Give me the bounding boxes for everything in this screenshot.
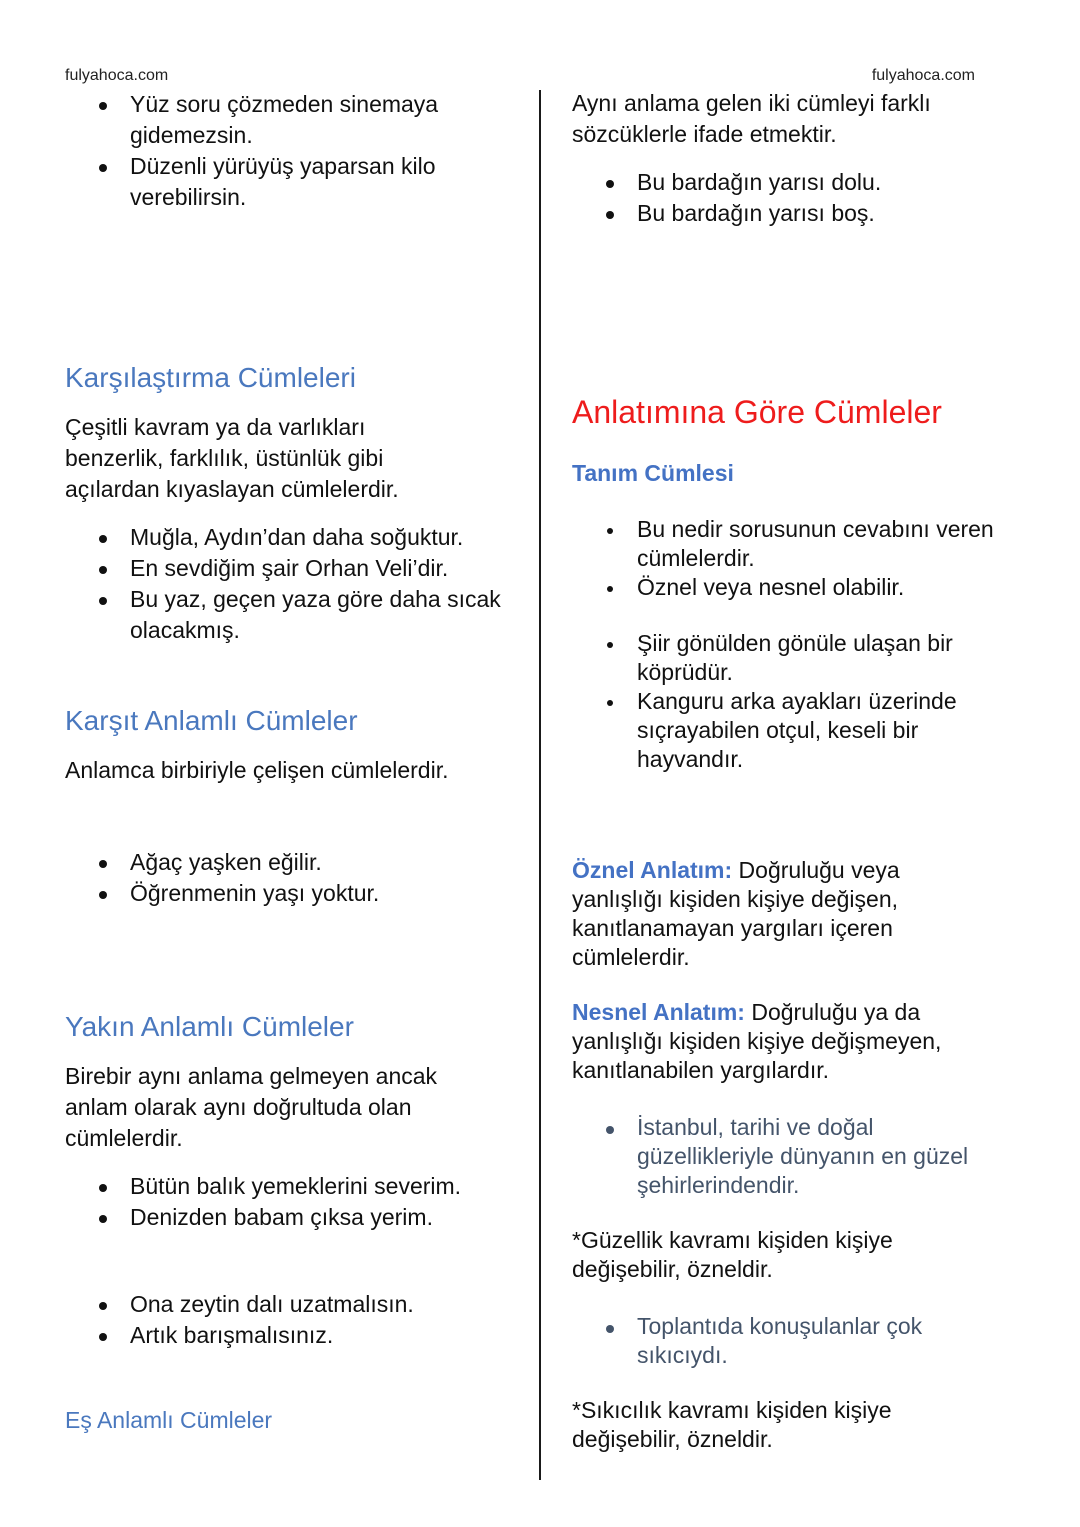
bullet-icon: [99, 860, 107, 868]
list-item: Bu nedir sorusunun cevabını veren cümlelerdir.: [572, 515, 1012, 573]
bullet-icon: [99, 164, 107, 172]
bullet-icon: [99, 566, 107, 574]
bullet-icon: [607, 586, 613, 592]
subtitle-tanim: Tanım Cümlesi: [572, 460, 734, 486]
list-item: Öznel veya nesnel olabilir.: [572, 573, 1012, 602]
bullet-icon: [99, 1184, 107, 1192]
list-item: Şiir gönülden gönüle ulaşan bir köprüdür.: [572, 629, 1012, 687]
column-divider: [539, 90, 541, 1480]
list-item: İstanbul, tarihi ve doğal güzellikleriyle dünyanın en güzel şehirlerindendir.: [572, 1113, 1012, 1200]
list-item: Bu bardağın yarısı dolu.: [572, 167, 1032, 198]
list-item: Bu bardağın yarısı boş.: [572, 198, 1032, 229]
yakin-bullet-list-1: [65, 1171, 525, 1233]
main-title-anlatim: Anlatımına Göre Cümleler: [572, 394, 942, 430]
list-item: Denizden babam çıksa yerim.: [65, 1202, 525, 1233]
karsilastirma-bullet-list: [65, 522, 525, 646]
example-list-2: [572, 1312, 1012, 1370]
top-bullet-list: [65, 89, 515, 213]
karsit-bullet-list: [65, 847, 525, 909]
bullet-icon: [607, 700, 613, 706]
note-1: *Güzellik kavramı kişiden kişiye değişebilir, özneldir.: [572, 1227, 893, 1282]
nesnel-anlatim-definition: Nesnel Anlatım: Doğruluğu ya da yanlışlığı kişiden kişiye değişmeyen, kanıtlanabilen yargılardır.: [572, 999, 942, 1083]
bullet-icon: [99, 102, 107, 110]
list-item: En sevdiğim şair Orhan Veli’dir.: [65, 553, 525, 584]
section-title-yakin: Yakın Anlamlı Cümleler: [65, 1011, 354, 1042]
es-anlamli-bullet-list: [572, 167, 1032, 229]
oznel-label: Öznel Anlatım:: [572, 857, 733, 883]
example-list-1: [572, 1113, 1012, 1200]
bullet-icon: [99, 597, 107, 605]
list-item: Artık barışmalısınız.: [65, 1320, 525, 1351]
es-anlamli-description: Aynı anlama gelen iki cümleyi farklı sözcüklerle ifade etmektir.: [572, 90, 931, 147]
list-item: Yüz soru çözmeden sinemaya gidemezsin.: [65, 89, 515, 151]
karsilastirma-description: Çeşitli kavram ya da varlıkları benzerlik, farklılık, üstünlük gibi açılardan kıyaslayan cümlelerdir.: [65, 414, 399, 502]
section-title-karsilastirma: Karşılaştırma Cümleleri: [65, 362, 356, 393]
yakin-bullet-list-2: [65, 1289, 525, 1351]
nesnel-label: Nesnel Anlatım:: [572, 999, 745, 1025]
site-url-right: fulyahoca.com: [871, 67, 975, 84]
oznel-anlatim-definition: Öznel Anlatım: Doğruluğu veya yanlışlığı kişiden kişiye değişen, kanıtlanamayan yargıları içeren cümlelerdir.: [572, 857, 900, 970]
bullet-icon: [99, 535, 107, 543]
bullet-icon: [606, 1325, 614, 1333]
bullet-icon: [99, 1302, 107, 1310]
tanim-bullet-list-1: [572, 515, 1012, 602]
section-title-es-anlamli: Eş Anlamlı Cümleler: [65, 1407, 273, 1433]
bullet-icon: [99, 1333, 107, 1341]
yakin-description: Birebir aynı anlama gelmeyen ancak anlam olarak aynı doğrultuda olan cümlelerdir.: [65, 1063, 438, 1151]
list-item: Öğrenmenin yaşı yoktur.: [65, 878, 525, 909]
bullet-icon: [99, 1215, 107, 1223]
site-url-left: fulyahoca.com: [65, 67, 169, 84]
list-item: Ağaç yaşken eğilir.: [65, 847, 525, 878]
bullet-icon: [607, 528, 613, 534]
bullet-icon: [606, 180, 614, 188]
list-item: Bu yaz, geçen yaza göre daha sıcak olacakmış.: [65, 584, 525, 646]
tanim-bullet-list-2: [572, 629, 1012, 774]
list-item: Kanguru arka ayakları üzerinde sıçrayabilen otçul, keseli bir hayvandır.: [572, 687, 1012, 774]
list-item: Ona zeytin dalı uzatmalısın.: [65, 1289, 525, 1320]
bullet-icon: [607, 642, 613, 648]
list-item: Düzenli yürüyüş yaparsan kilo verebilirsin.: [65, 151, 515, 213]
list-item: Muğla, Aydın’dan daha soğuktur.: [65, 522, 525, 553]
bullet-icon: [606, 211, 614, 219]
section-title-karsit: Karşıt Anlamlı Cümleler: [65, 705, 358, 736]
list-item: Toplantıda konuşulanlar çok sıkıcıydı.: [572, 1312, 1012, 1370]
list-item: Bütün balık yemeklerini severim.: [65, 1171, 525, 1202]
karsit-description: Anlamca birbiriyle çelişen cümlelerdir.: [65, 757, 449, 783]
note-2: *Sıkıcılık kavramı kişiden kişiye değişebilir, özneldir.: [572, 1397, 892, 1452]
bullet-icon: [606, 1126, 614, 1134]
bullet-icon: [99, 891, 107, 899]
